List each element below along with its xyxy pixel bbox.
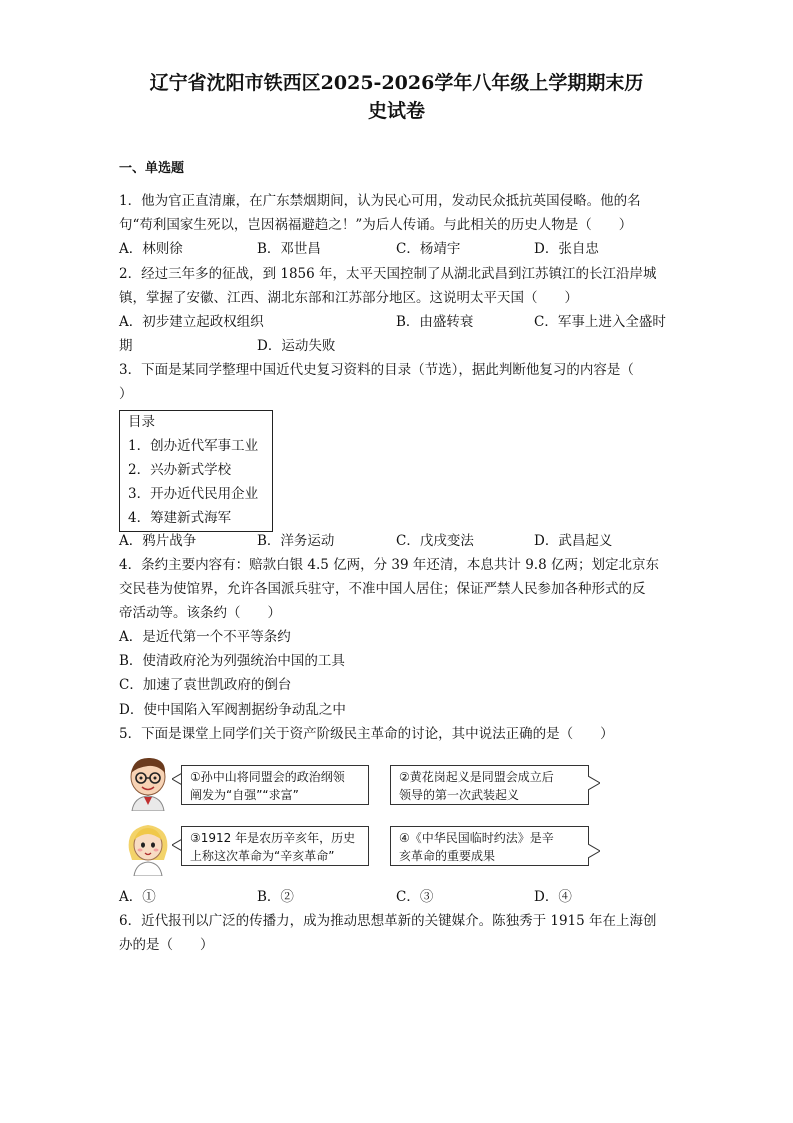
toc-item: 2．兴办新式学校 (128, 462, 232, 478)
bubble-text: 阐发为“自强”“求富” (190, 788, 299, 802)
q6-stem-line2: 办的是（ ） (119, 937, 214, 953)
q5-stem-line1: 5．下面是课堂上同学们关于资产阶级民主革命的讨论，其中说法正确的是（ ） (119, 726, 614, 742)
q3-table-of-contents (119, 410, 273, 532)
speech-tail-icon (588, 776, 600, 790)
bubble-text: ②黄花岗起义是同盟会成立后 (399, 770, 554, 784)
q4-option-c: C．加速了袁世凯政府的倒台 (119, 677, 292, 693)
speech-tail-icon (588, 844, 600, 858)
q4-option-d: D．使中国陷入军阀割据纷争动乱之中 (119, 702, 346, 718)
q6-stem-line1: 6．近代报刊以广泛的传播力，成为推动思想革新的关键媒介。陈独秀于 1915 年在上海创 (119, 913, 657, 929)
q3-option-b: B．洋务运动 (257, 533, 335, 549)
q2-option-d: D．运动失败 (257, 338, 336, 354)
exam-title-line1: 辽宁省沈阳市铁西区2025-2026学年八年级上学期期末历 (149, 72, 644, 94)
speech-bubble-3 (181, 826, 369, 866)
q1-stem-line1: 1．他为官正直清廉，在广东禁烟期间，认为民心可用，发动民众抵抗英国侵略。他的名 (119, 193, 641, 209)
toc-item: 1．创办近代军事工业 (128, 438, 259, 454)
bubble-text: ①孙中山将同盟会的政治纲领 (190, 770, 345, 784)
bubble-text: 上称这次革命为“辛亥革命” (190, 849, 335, 863)
q4-option-a: A．是近代第一个不平等条约 (119, 629, 291, 645)
q5-option-b: B．② (257, 889, 294, 905)
toc-item: 4．筹建新式海军 (128, 510, 232, 526)
q1-option-c: C．杨靖宇 (396, 241, 461, 257)
girl-avatar-icon (124, 820, 172, 876)
bubble-text: ③1912 年是农历辛亥年，历史 (190, 831, 356, 845)
exam-title-line2: 史试卷 (367, 100, 425, 122)
bubble-text: 亥革命的重要成果 (399, 849, 496, 863)
q5-option-d: D．④ (534, 889, 572, 905)
speech-bubble-2 (390, 765, 589, 805)
q3-option-a: A．鸦片战争 (119, 533, 197, 549)
q4-stem-line3: 帝活动等。该条约（ ） (119, 605, 281, 621)
toc-item: 3．开办近代民用企业 (128, 486, 259, 502)
q4-option-b: B．使清政府沦为列强统治中国的工具 (119, 653, 345, 669)
q5-option-c: C．③ (396, 889, 434, 905)
boy-avatar-icon (124, 755, 172, 811)
q1-stem-line2: 句“苟利国家生死以，岂因祸福避趋之！”为后人传诵。与此相关的历史人物是（ ） (119, 217, 633, 233)
speech-bubble-1 (181, 765, 369, 805)
q4-stem-line2: 交民巷为使馆界，允许各国派兵驻守，不准中国人居住；保证严禁人民参加各种形式的反 (119, 581, 646, 597)
section-heading: 一、单选题 (119, 161, 185, 176)
q2-stem-line1: 2．经过三年多的征战，到 1856 年，太平天国控制了从湖北武昌到江苏镇江的长江沿岸城 (119, 266, 657, 282)
bubble-text: 领导的第一次武装起义 (399, 788, 520, 802)
q3-stem-line1: 3．下面是某同学整理中国近代史复习资料的目录（节选），据此判断他复习的内容是（ (119, 362, 634, 378)
q2-option-a: A．初步建立起政权组织 (119, 314, 264, 330)
q2-option-c-cont: 期 (119, 338, 133, 354)
q1-option-a: A．林则徐 (119, 241, 183, 257)
q3-option-d: D．武昌起义 (534, 533, 613, 549)
speech-bubble-4 (390, 826, 589, 866)
q2-option-c: C．军事上进入全盛时 (534, 314, 666, 330)
q1-option-b: B．邓世昌 (257, 241, 321, 257)
q3-option-c: C．戊戌变法 (396, 533, 474, 549)
q1-option-d: D．张自忠 (534, 241, 599, 257)
bubble-text: ④《中华民国临时约法》是辛 (399, 831, 554, 845)
q2-stem-line2: 镇，掌握了安徽、江西、湖北东部和江苏部分地区。这说明太平天国（ ） (119, 290, 578, 306)
q3-stem-line2: ） (119, 386, 133, 402)
q5-option-a: A．① (119, 889, 156, 905)
q4-stem-line1: 4．条约主要内容有：赔款白银 4.5 亿两，分 39 年还清，本息共计 9.8 亿两；划定北京东 (119, 557, 659, 573)
q2-option-b: B．由盛转衰 (396, 314, 474, 330)
toc-title: 目录 (128, 414, 155, 430)
